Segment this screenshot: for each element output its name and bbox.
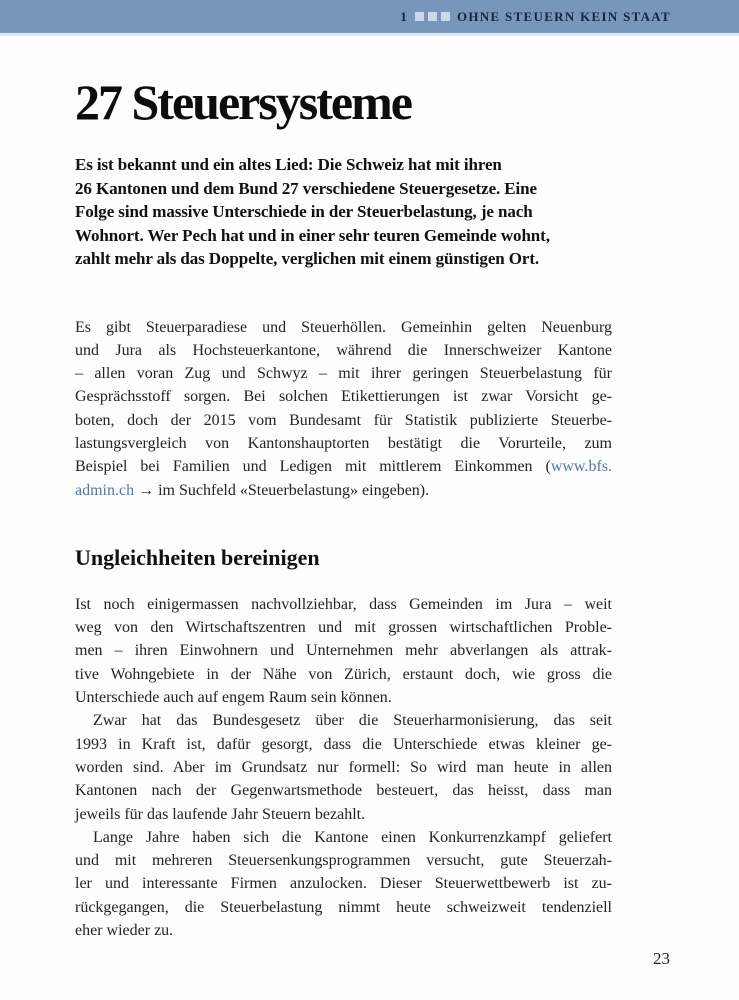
- body-paragraph: [75, 709, 612, 825]
- text-line: Es gibt Steuerparadiese und Steuerhöllen. Gemeinhin gelten Neuenburg: [75, 318, 612, 336]
- page-content: [75, 0, 612, 942]
- text-line: – allen voran Zug und Schwyz – mit ihrer geringen Steuerbelastung für: [75, 365, 612, 383]
- body-paragraph: [75, 316, 612, 502]
- text-line: Unterschiede auch auf engem Raum sein können.: [75, 689, 392, 707]
- text-line: 1993 in Kraft ist, dafür gesorgt, dass die Unterschiede etwas kleiner ge-: [75, 735, 612, 753]
- text-line: [75, 479, 612, 502]
- text-line: rückgegangen, die Steuerbelastung nimmt heute schweizweit tendenziell: [75, 898, 612, 916]
- chapter-title: OHNE STEUERN KEIN STAAT: [457, 8, 671, 24]
- text-line: und mit mehreren Steuersenkungsprogrammen versucht, gute Steuerzah-: [75, 852, 612, 870]
- page-number: 23: [653, 949, 670, 968]
- text-line: und Jura als Hochsteuerkantone, während die Innerschweizer Kantone: [75, 341, 612, 359]
- text-line: tive Wohngebiete in der Nähe von Zürich, erstaunt doch, wie gross die: [75, 665, 612, 683]
- text-segment: → im Suchfeld «Steuerbelastung» eingeben).: [134, 481, 430, 499]
- chapter-number: 1: [400, 8, 408, 24]
- text-line: Wohnort. Wer Pech hat und in einer sehr teuren Gemeinde wohnt,: [75, 225, 550, 245]
- text-line: Lange Jahre haben sich die Kantone einen Konkurrenzkampf geliefert: [93, 828, 612, 846]
- text-line: 26 Kantonen und dem Bund 27 verschiedene Steuergesetze. Eine: [75, 178, 537, 198]
- text-line: boten, doch der 2015 vom Bundesamt für Statistik publizierte Steuerbe-: [75, 411, 612, 429]
- inline-link[interactable]: www.bfs.: [550, 458, 612, 476]
- text-line: jeweils für das laufende Jahr Steuern bezahlt.: [75, 805, 366, 823]
- text-line: weg von den Wirtschaftszentren und mit grossen wirtschaftlichen Proble-: [75, 619, 612, 637]
- text-line: Zwar hat das Bundesgesetz über die Steuerharmonisierung, das seit: [93, 712, 612, 730]
- inline-link[interactable]: admin.ch: [75, 481, 135, 499]
- text-line: eher wieder zu.: [75, 922, 174, 940]
- text-segment: Beispiel bei Familien und Ledigen mit mittlerem Einkommen (: [75, 458, 551, 476]
- page-title: 27 Steuersysteme: [75, 74, 411, 130]
- body-paragraph: [75, 826, 612, 942]
- text-line: Kantonen nach der Gegenwartsmethode besteuert, das heisst, dass man: [75, 782, 612, 800]
- text-line: men – ihren Einwohnern und Unternehmen mehr abverlangen als attrak-: [75, 642, 612, 660]
- text-line: Folge sind massive Unterschiede in der Steuerbelastung, je nach: [75, 202, 533, 221]
- lead-paragraph: [75, 153, 612, 271]
- text-line: worden sind. Aber im Grundsatz nur formell: So wird man heute in allen: [75, 758, 612, 776]
- text-line: Gesprächsstoff sorgen. Bei solchen Etikettierungen ist zwar Vorsicht ge-: [75, 388, 612, 406]
- section-heading: Ungleichheiten bereinigen: [75, 544, 320, 570]
- text-line: zahlt mehr als das Doppelte, verglichen mit einem günstigen Ort.: [75, 249, 540, 268]
- text-line: [75, 455, 612, 478]
- text-line: lastungsvergleich von Kantonshauptorten bestätigt die Vorurteile, zum: [75, 434, 612, 452]
- text-line: Ist noch einigermassen nachvollziehbar, dass Gemeinden im Jura – weit: [75, 595, 612, 613]
- text-line: Es ist bekannt und ein altes Lied: Die Schweiz hat mit ihren: [75, 155, 502, 174]
- text-line: ler und interessante Firmen anzulocken. Dieser Steuerwettbewerb ist zu-: [75, 875, 612, 893]
- body-paragraph: [75, 593, 612, 709]
